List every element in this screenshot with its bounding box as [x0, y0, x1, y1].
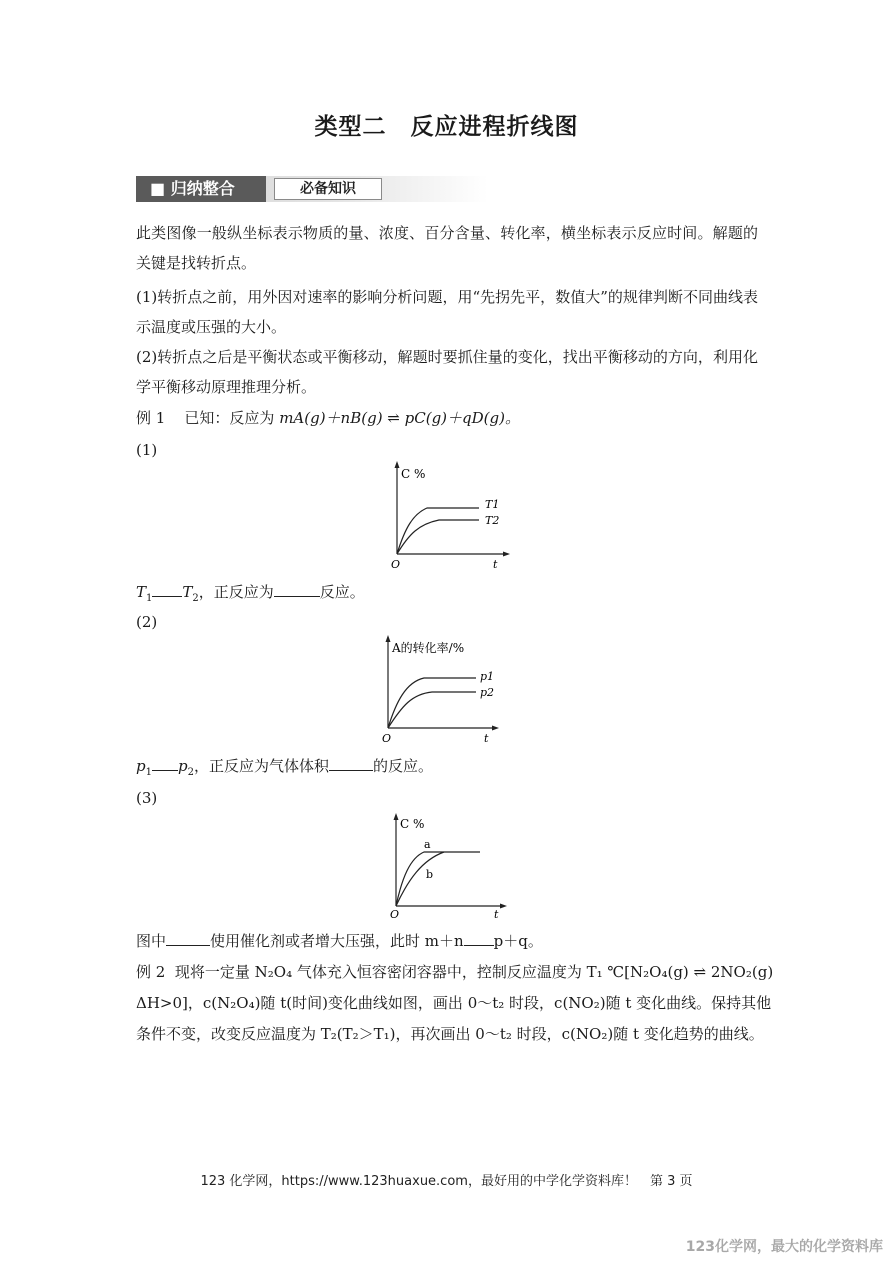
page-title: 类型二 反应进程折线图	[314, 113, 579, 140]
question-2-label: (2)	[136, 613, 158, 631]
question-3-label: (3)	[136, 789, 158, 807]
point-1-paragraph: (1)转折点之前，用外因对速率的影响分析问题，用“先拐先平，数值大”的规律判断不同曲线表示温度或压强的大小。	[136, 288, 758, 336]
graph-2	[376, 632, 516, 748]
graph-3	[384, 808, 514, 924]
curve-t1	[397, 508, 479, 554]
curve-a	[396, 852, 480, 906]
question-1-answer: $T_1$ $T_2$，正反应为 反应。	[136, 583, 365, 604]
graph-1-xlabel: t	[493, 558, 498, 571]
graph-2-origin: O	[382, 732, 392, 745]
example-1-label: 例 1	[136, 409, 166, 427]
graph-3-origin: O	[390, 908, 400, 921]
banner-label: ■ 归纳整合	[136, 176, 266, 202]
example-1-equation: mA(g)＋nB(g) ⇌ pC(g)＋qD(g)。	[279, 409, 520, 427]
question-2-answer: $p_1$ $p_2$，正反应为气体体积 的反应。	[136, 757, 433, 778]
example-2-line-1: 例 2 现将一定量 N₂O₄ 气体充入恒容密闭容器中，控制反应温度为 T₁ ℃[N₂O₄(g) ⇌ 2NO₂(g)	[136, 963, 774, 981]
graph-2-curve2: p2	[480, 686, 495, 699]
curve-p1	[388, 678, 476, 728]
question-1-label: (1)	[136, 441, 158, 459]
graph-1-curve1: T1	[485, 498, 500, 511]
graph-1-ylabel: C %	[401, 467, 426, 481]
graph-2-curve1: p1	[480, 670, 495, 683]
graph-3-xlabel: t	[494, 908, 499, 921]
graph-1	[385, 458, 515, 574]
example-1-line	[136, 408, 520, 428]
example-1-text: 已知：反应为	[184, 409, 275, 427]
banner-tag: 必备知识	[274, 178, 382, 200]
point-2-paragraph: (2)转折点之后是平衡状态或平衡移动，解题时要抓住量的变化，找出平衡移动的方向，利用化学平衡移动原理推理分析。	[136, 348, 758, 396]
example-2-line-3: 条件不变，改变反应温度为 T₂(T₂＞T₁)，再次画出 0～t₂ 时段，c(NO₂)随 t 变化趋势的曲线。	[136, 1025, 764, 1043]
section-banner	[136, 176, 488, 202]
graph-1-curve2: T2	[485, 514, 500, 527]
watermark: 123化学网，最大的化学资料库	[685, 1239, 883, 1255]
question-3-answer: 图中 使用催化剂或者增大压强，此时 m＋n p＋q。	[136, 932, 543, 950]
intro-paragraph: 此类图像一般纵坐标表示物质的量、浓度、百分含量、转化率，横坐标表示反应时间。解题的关键是找转折点。	[136, 224, 758, 272]
page-footer: 123 化学网，https://www.123huaxue.com，最好用的中学化学资料库！ 第 3 页	[200, 1174, 693, 1189]
graph-3-curve1: a	[424, 838, 431, 851]
graph-2-xlabel: t	[484, 732, 489, 745]
graph-3-curve2: b	[426, 868, 434, 881]
graph-3-ylabel: C %	[400, 817, 425, 831]
graph-1-origin: O	[391, 558, 401, 571]
graph-2-ylabel: A的转化率/%	[392, 641, 465, 655]
example-2-line-2: ΔH>0]，c(N₂O₄)随 t(时间)变化曲线如图，画出 0～t₂ 时段，c(NO₂)随 t 变化曲线。保持其他	[136, 994, 772, 1012]
